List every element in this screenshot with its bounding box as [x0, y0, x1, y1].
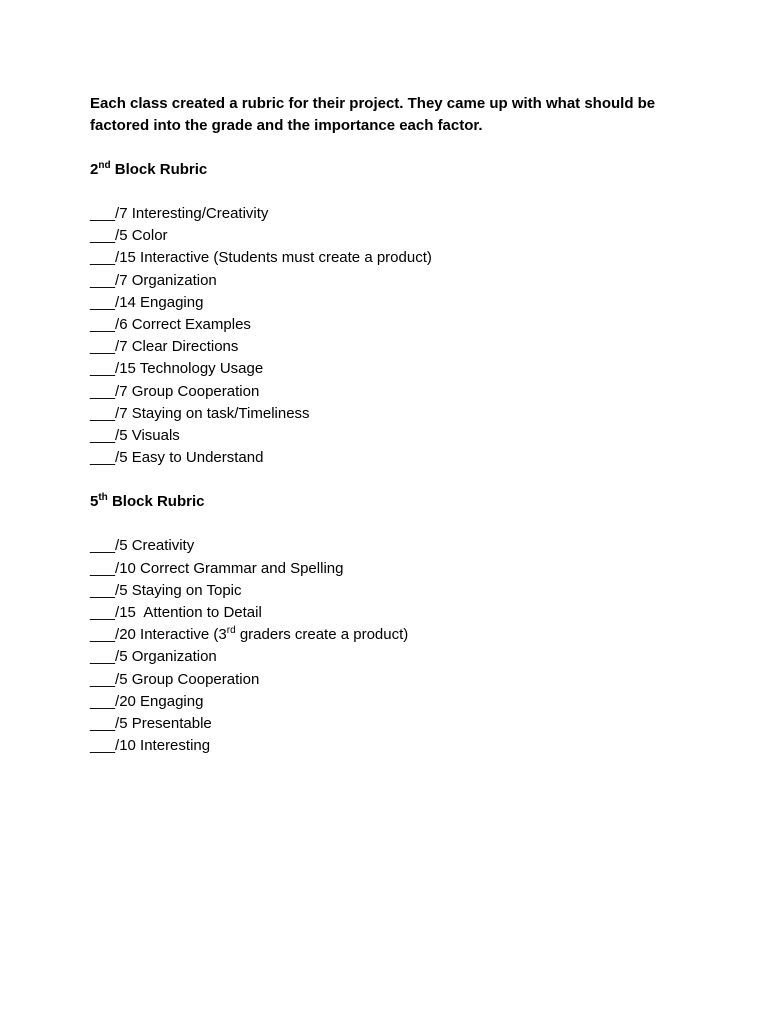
list-item: ___/20 Engaging [90, 692, 204, 710]
list-item: ___/5 Color [90, 227, 168, 245]
list-item: ___/10 Interesting [90, 737, 211, 755]
rubric-5th-list [90, 535, 710, 757]
list-item: ___/5 Group Cooperation [90, 670, 260, 688]
list-item: ___/15 Technology Usage [90, 360, 264, 378]
list-item-interactive: ___/20 Interactive (3rd graders create a product) [90, 625, 409, 644]
list-item: ___/7 Staying on task/Timeliness [90, 404, 310, 422]
list-item: ___/6 Correct Examples [90, 316, 251, 334]
list-item: ___/5 Organization [90, 648, 217, 666]
intro-paragraph: Each class created a rubric for their project. They came up with what should be factored into the grade and the importance each factor. [90, 95, 656, 134]
list-item: ___/7 Clear Directions [90, 338, 239, 356]
list-item: ___/5 Creativity [90, 537, 195, 555]
list-item: ___/7 Group Cooperation [90, 382, 260, 400]
list-item: ___/14 Engaging [90, 293, 204, 311]
rubric-2nd-heading: 2nd Block Rubric [90, 160, 208, 178]
document-content [90, 93, 710, 757]
list-item: ___/5 Presentable [90, 715, 212, 733]
list-item: ___/7 Interesting/Creativity [90, 205, 269, 222]
rubric-2nd-list [90, 203, 710, 469]
rubric-5th-heading: 5th Block Rubric [90, 492, 205, 511]
list-item: ___/5 Easy to Understand [90, 449, 264, 467]
list-item: ___/15 Attention to Detail [90, 604, 262, 622]
list-item: ___/10 Correct Grammar and Spelling [90, 559, 344, 577]
list-item: ___/5 Visuals [90, 427, 180, 445]
list-item: ___/5 Staying on Topic [90, 581, 242, 599]
list-item: ___/15 Interactive (Students must create a product) [90, 249, 432, 267]
list-item: ___/7 Organization [90, 271, 217, 289]
